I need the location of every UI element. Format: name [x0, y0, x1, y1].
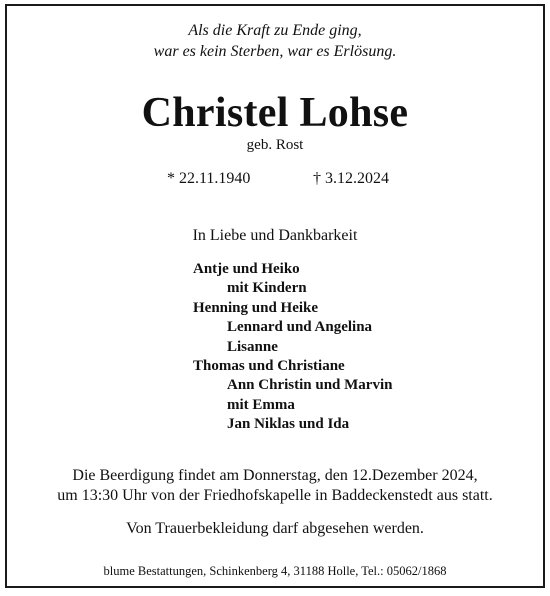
family-entry: Jan Niklas und Ida: [227, 416, 350, 433]
obituary-notice: [5, 4, 545, 588]
family-entry: Lennard und Angelina: [227, 319, 373, 336]
motto: [7, 20, 543, 62]
maiden-name: geb. Rost: [246, 137, 304, 153]
family-entry: Antje und Heiko: [193, 261, 300, 277]
funeral-info: [7, 466, 543, 506]
undertaker-footer: blume Bestattungen, Schinkenberg 4, 31188 Holle, Tel.: 05062/1868: [103, 564, 447, 578]
motto-line-2: war es kein Sterben, war es Erlösung.: [153, 43, 397, 60]
deceased-name: Christel Lohse: [141, 90, 409, 136]
family-list: [193, 260, 392, 435]
funeral-line-1: Die Beerdigung findet am Donnerstag, den 12.Dezember 2024,: [72, 467, 478, 484]
funeral-line-2: um 13:30 Uhr von der Friedhofskapelle in Baddeckenstedt aus statt.: [57, 487, 493, 504]
clothing-note: Von Trauerbekleidung darf abgesehen werden.: [126, 520, 424, 537]
family-entry: mit Emma: [227, 396, 295, 413]
family-entry: Henning und Heike: [193, 299, 319, 316]
motto-line-1: Als die Kraft zu Ende ging,: [188, 22, 362, 39]
family-entry: Ann Christin und Marvin: [227, 377, 393, 394]
family-entry: Thomas und Christiane: [193, 358, 345, 375]
family-entry: Lisanne: [227, 338, 278, 355]
birth-date: * 22.11.1940: [167, 170, 251, 187]
dedication: In Liebe und Dankbarkeit: [192, 227, 358, 244]
death-date: † 3.12.2024: [313, 170, 389, 187]
family-entry: mit Kindern: [227, 280, 307, 297]
